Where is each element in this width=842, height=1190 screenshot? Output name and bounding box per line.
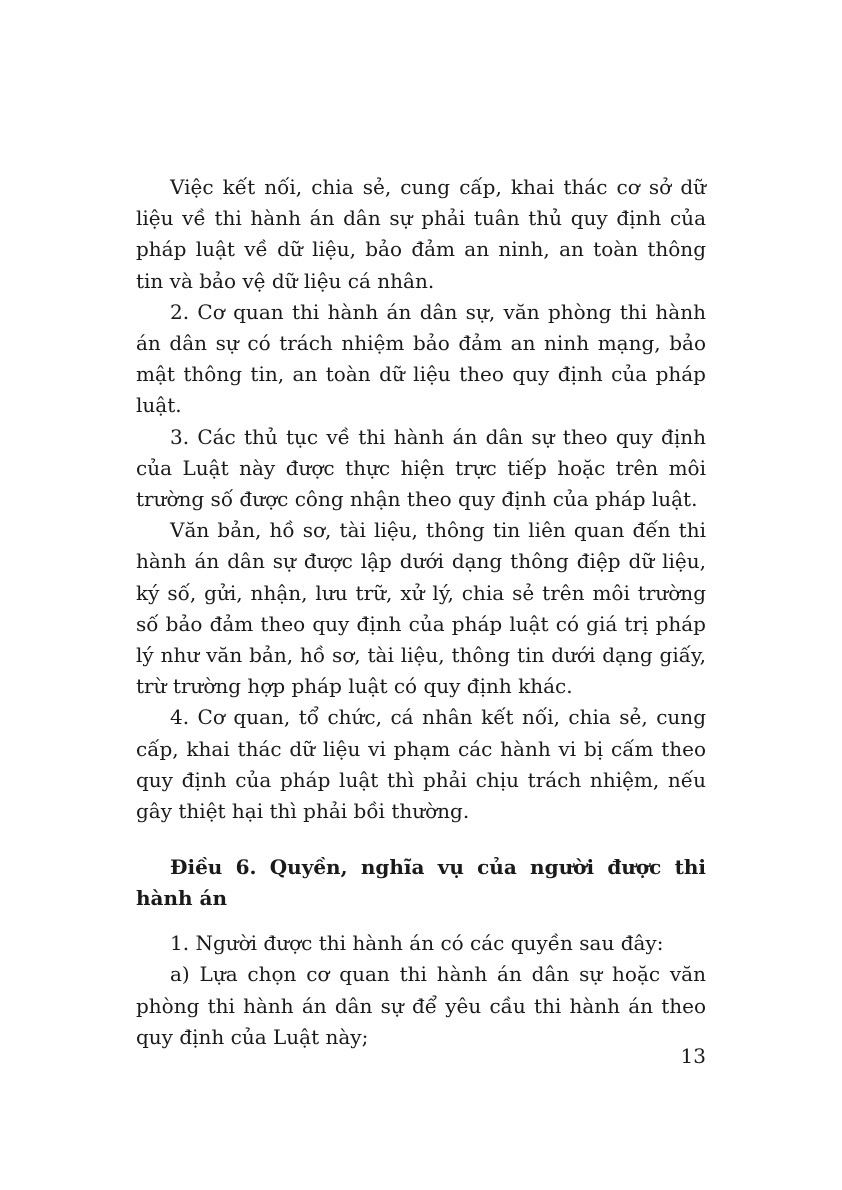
article-heading: Điều 6. Quyền, nghĩa vụ của người được thi hành án	[136, 855, 706, 911]
page-number: 13	[680, 1044, 706, 1068]
page-body	[136, 172, 706, 1053]
paragraph-article-point-a: a) Lựa chọn cơ quan thi hành án dân sự hoặc văn phòng thi hành án dân sự để yêu cầu thi hành án theo quy định của Luật này;	[136, 962, 706, 1049]
paragraph-article-clause-1: 1. Người được thi hành án có các quyền sau đây:	[170, 931, 664, 956]
paragraph-clause-3: 3. Các thủ tục về thi hành án dân sự theo quy định của Luật này được thực hiện trực tiếp hoặc trên môi trường số được công nhận theo quy định của pháp luật.	[136, 424, 706, 512]
paragraph-clause-2: 2. Cơ quan thi hành án dân sự, văn phòng thi hành án dân sự có trách nhiệm bảo đảm an ninh mạng, bảo mật thông tin, an toàn dữ liệu theo quy định của pháp luật.	[136, 299, 706, 418]
paragraph-clause-4: 4. Cơ quan, tổ chức, cá nhân kết nối, chia sẻ, cung cấp, khai thác dữ liệu vi phạm các hành vi bị cấm theo quy định của pháp luật thì phải chịu trách nhiệm, nếu gây thiệt hại thì phải bồi thường.	[136, 705, 706, 824]
paragraph-electronic-documents: Văn bản, hồ sơ, tài liệu, thông tin liên quan đến thi hành án dân sự được lập dưới dạng thông điệp dữ liệu, ký số, gửi, nhận, lưu trữ, xử lý, chia sẻ trên môi trường số bảo đảm theo quy định của pháp luật có giá trị pháp lý như văn bản, hồ sơ, tài liệu, thông tin dưới dạng giấy, trừ trường hợp pháp luật có quy định khác.	[136, 518, 706, 699]
paragraph-data-connection: Việc kết nối, chia sẻ, cung cấp, khai thác cơ sở dữ liệu về thi hành án dân sự phải tuân thủ quy định của pháp luật về dữ liệu, bảo đảm an ninh, an toàn thông tin và bảo vệ dữ liệu cá nhân.	[136, 175, 706, 293]
